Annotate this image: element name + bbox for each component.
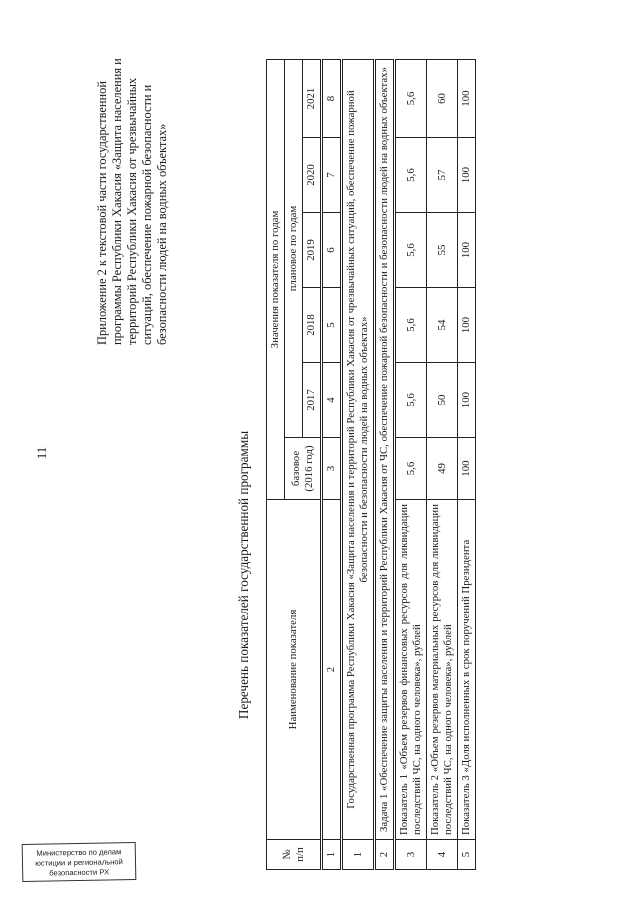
year-value: 60 bbox=[427, 60, 458, 138]
year-value: 100 bbox=[458, 60, 476, 138]
indicator-name: Показатель 2 «Объем резервов материальных ресурсов для ликвидации последствий ЧС, на одного человека», рублей bbox=[427, 500, 458, 840]
column-number: 3 bbox=[322, 438, 342, 500]
row-num: 1 bbox=[342, 840, 375, 870]
row-num: 3 bbox=[395, 840, 427, 870]
column-number: 2 bbox=[322, 500, 342, 840]
indicator-name: Показатель 3 «Доля исполненных в срок поручений Президента bbox=[458, 500, 476, 840]
stamp-line: юстиции и региональной bbox=[35, 857, 123, 868]
task-row bbox=[375, 60, 395, 870]
header-row bbox=[267, 60, 285, 870]
header-planned-group: плановое по годам bbox=[285, 60, 303, 438]
program-row bbox=[342, 60, 375, 870]
header-year: 2017 bbox=[303, 363, 322, 438]
year-value: 50 bbox=[427, 363, 458, 438]
row-num: 2 bbox=[375, 840, 395, 870]
year-value: 5,6 bbox=[395, 138, 427, 213]
header-num: № п/п bbox=[267, 840, 322, 870]
page-number-text: 11 bbox=[34, 446, 49, 460]
column-number: 4 bbox=[322, 363, 342, 438]
year-value: 100 bbox=[458, 288, 476, 363]
column-number-row bbox=[322, 60, 342, 870]
header-values-group: Значения показателя по годам bbox=[267, 60, 285, 500]
indicator-row bbox=[458, 60, 476, 870]
year-value: 54 bbox=[427, 288, 458, 363]
base-value: 100 bbox=[458, 438, 476, 500]
header-year: 2020 bbox=[303, 138, 322, 213]
year-value: 5,6 bbox=[395, 363, 427, 438]
indicators-table bbox=[266, 59, 476, 870]
table-title: Перечень показателей государственной программы bbox=[236, 430, 251, 720]
indicator-row bbox=[395, 60, 427, 870]
column-number: 5 bbox=[322, 288, 342, 363]
task-title: Задача 1 «Обеспечение защиты населения и территорий Республики Хакасия от ЧС, обеспечение пожарной безопасности и безопасности людей на водных объектах» bbox=[375, 60, 395, 840]
column-number: 1 bbox=[322, 840, 342, 870]
indicator-row bbox=[427, 60, 458, 870]
year-value: 100 bbox=[458, 213, 476, 288]
year-value: 5,6 bbox=[395, 288, 427, 363]
indicator-name: Показатель 1 «Объем резервов финансовых ресурсов для ликвидации последствий ЧС, на одного человека», рублей bbox=[395, 500, 427, 840]
year-value: 5,6 bbox=[395, 213, 427, 288]
program-title: Государственная программа Республики Хакасия «Защита населения и территорий Республики Хакасия от чрезвычайных ситуаций, обеспечение пожарной безопасности и безопасности людей на водных объектах» bbox=[342, 60, 375, 840]
header-name: Наименование показателя bbox=[267, 500, 322, 840]
year-value: 100 bbox=[458, 138, 476, 213]
column-number: 7 bbox=[322, 138, 342, 213]
year-value: 57 bbox=[427, 138, 458, 213]
column-number: 8 bbox=[322, 60, 342, 138]
stamp-line: безопасности РХ bbox=[49, 867, 110, 878]
base-value: 49 bbox=[427, 438, 458, 500]
base-value: 5,6 bbox=[395, 438, 427, 500]
year-value: 100 bbox=[458, 363, 476, 438]
header-year: 2021 bbox=[303, 60, 322, 138]
appendix-note: Приложение 2 к текстовой части государственной программы Республики Хакасия «Защита населения и территорий Республики Хакасия от чрезвычайных ситуаций, обеспечение пожарной безопасности и безопасности людей на водных объектах» bbox=[95, 58, 169, 345]
header-base: базовое (2016 год) bbox=[285, 438, 322, 500]
row-num: 5 bbox=[458, 840, 476, 870]
row-num: 4 bbox=[427, 840, 458, 870]
header-year: 2018 bbox=[303, 288, 322, 363]
year-value: 55 bbox=[427, 213, 458, 288]
year-value: 5,6 bbox=[395, 60, 427, 138]
header-year: 2019 bbox=[303, 213, 322, 288]
column-number: 6 bbox=[322, 213, 342, 288]
stamp-line: Министерство по делам bbox=[36, 847, 122, 858]
